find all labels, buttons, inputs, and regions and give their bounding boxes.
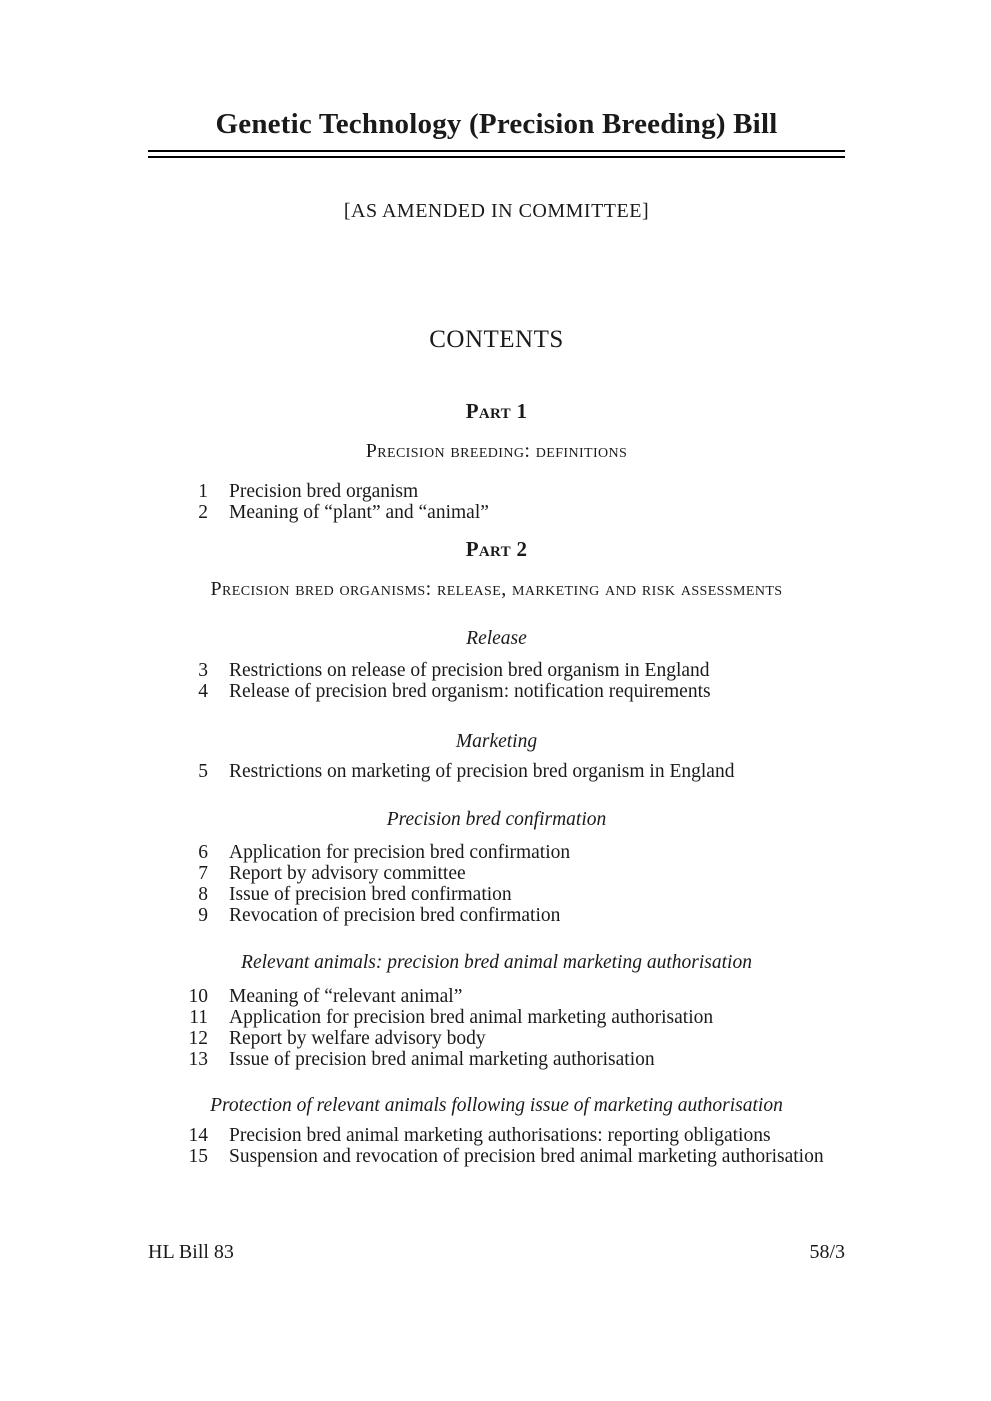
clause-number: 14 <box>188 1125 208 1146</box>
group-relevant-animals-items <box>148 986 845 1070</box>
clause-number: 3 <box>198 660 208 681</box>
part-1-items <box>148 481 845 523</box>
clause-title: Issue of precision bred confirmation <box>229 884 512 905</box>
group-heading-relevant-animals: Relevant animals: precision bred animal marketing authorisation <box>241 952 752 973</box>
toc-item-11 <box>148 1007 845 1028</box>
toc-item-3 <box>148 660 845 681</box>
toc-item-2 <box>148 502 845 523</box>
toc-item-4 <box>148 681 845 702</box>
clause-title: Restrictions on release of precision bred organism in England <box>229 660 710 681</box>
clause-number: 6 <box>198 842 208 863</box>
group-heading-marketing: Marketing <box>455 731 538 752</box>
group-protection-items <box>148 1125 845 1167</box>
clause-number: 11 <box>189 1007 208 1028</box>
clause-title: Suspension and revocation of precision bred animal marketing authorisation <box>229 1146 824 1167</box>
clause-title: Report by welfare advisory body <box>229 1028 486 1049</box>
clause-number: 4 <box>198 681 208 702</box>
clause-title: Report by advisory committee <box>229 863 466 884</box>
clause-number: 7 <box>198 863 208 884</box>
toc-item-7 <box>148 863 845 884</box>
clause-title: Release of precision bred organism: notification requirements <box>229 681 711 702</box>
toc-item-8 <box>148 884 845 905</box>
clause-title: Issue of precision bred animal marketing authorisation <box>229 1049 655 1070</box>
part-1-label: Part 1 <box>465 399 528 423</box>
toc-item-5 <box>148 761 845 782</box>
toc-item-1 <box>148 481 845 502</box>
clause-number: 8 <box>198 884 208 905</box>
toc-item-6 <box>148 842 845 863</box>
clause-title: Application for precision bred animal marketing authorisation <box>229 1007 714 1028</box>
group-precision-bred-confirmation-items <box>148 842 845 926</box>
clause-number: 13 <box>188 1049 208 1070</box>
bill-number: HL Bill 83 <box>148 1241 234 1263</box>
bill-title: Genetic Technology (Precision Breeding) Bill <box>215 108 778 140</box>
part-2-label: Part 2 <box>465 537 528 561</box>
clause-number: 9 <box>198 905 208 926</box>
clause-number: 15 <box>188 1146 208 1167</box>
toc-item-14 <box>148 1125 845 1146</box>
toc-item-13 <box>148 1049 845 1070</box>
clause-number: 10 <box>188 986 208 1007</box>
title-double-rule <box>148 150 845 158</box>
toc-item-9 <box>148 905 845 926</box>
group-release-items <box>148 660 845 702</box>
clause-title: Meaning of “plant” and “animal” <box>229 502 489 523</box>
part-1-subtitle: Precision breeding: definitions <box>365 440 628 462</box>
toc-item-10 <box>148 986 845 1007</box>
group-heading-precision-bred-confirmation: Precision bred confirmation <box>386 809 607 830</box>
clause-title: Precision bred organism <box>229 481 419 502</box>
clause-number: 1 <box>198 481 208 502</box>
clause-title: Meaning of “relevant animal” <box>229 986 463 1007</box>
contents-heading: CONTENTS <box>429 326 564 353</box>
group-heading-protection-relevant-animals: Protection of relevant animals following issue of marketing authorisation <box>210 1095 783 1116</box>
session-number: 58/3 <box>809 1241 845 1263</box>
clause-number: 2 <box>198 502 208 523</box>
clause-title: Revocation of precision bred confirmation <box>229 905 561 926</box>
amendment-note: [AS AMENDED IN COMMITTEE] <box>343 200 650 222</box>
group-marketing-items <box>148 761 845 782</box>
group-heading-release: Release <box>466 628 527 649</box>
clause-title: Application for precision bred confirmation <box>229 842 571 863</box>
toc-item-15 <box>148 1146 845 1167</box>
part-2-subtitle: Precision bred organisms: release, marketing and risk assessments <box>210 578 783 600</box>
toc-item-12 <box>148 1028 845 1049</box>
clause-title: Restrictions on marketing of precision bred organism in England <box>229 761 735 782</box>
clause-number: 12 <box>188 1028 208 1049</box>
clause-number: 5 <box>198 761 208 782</box>
clause-title: Precision bred animal marketing authorisations: reporting obligations <box>229 1125 771 1146</box>
